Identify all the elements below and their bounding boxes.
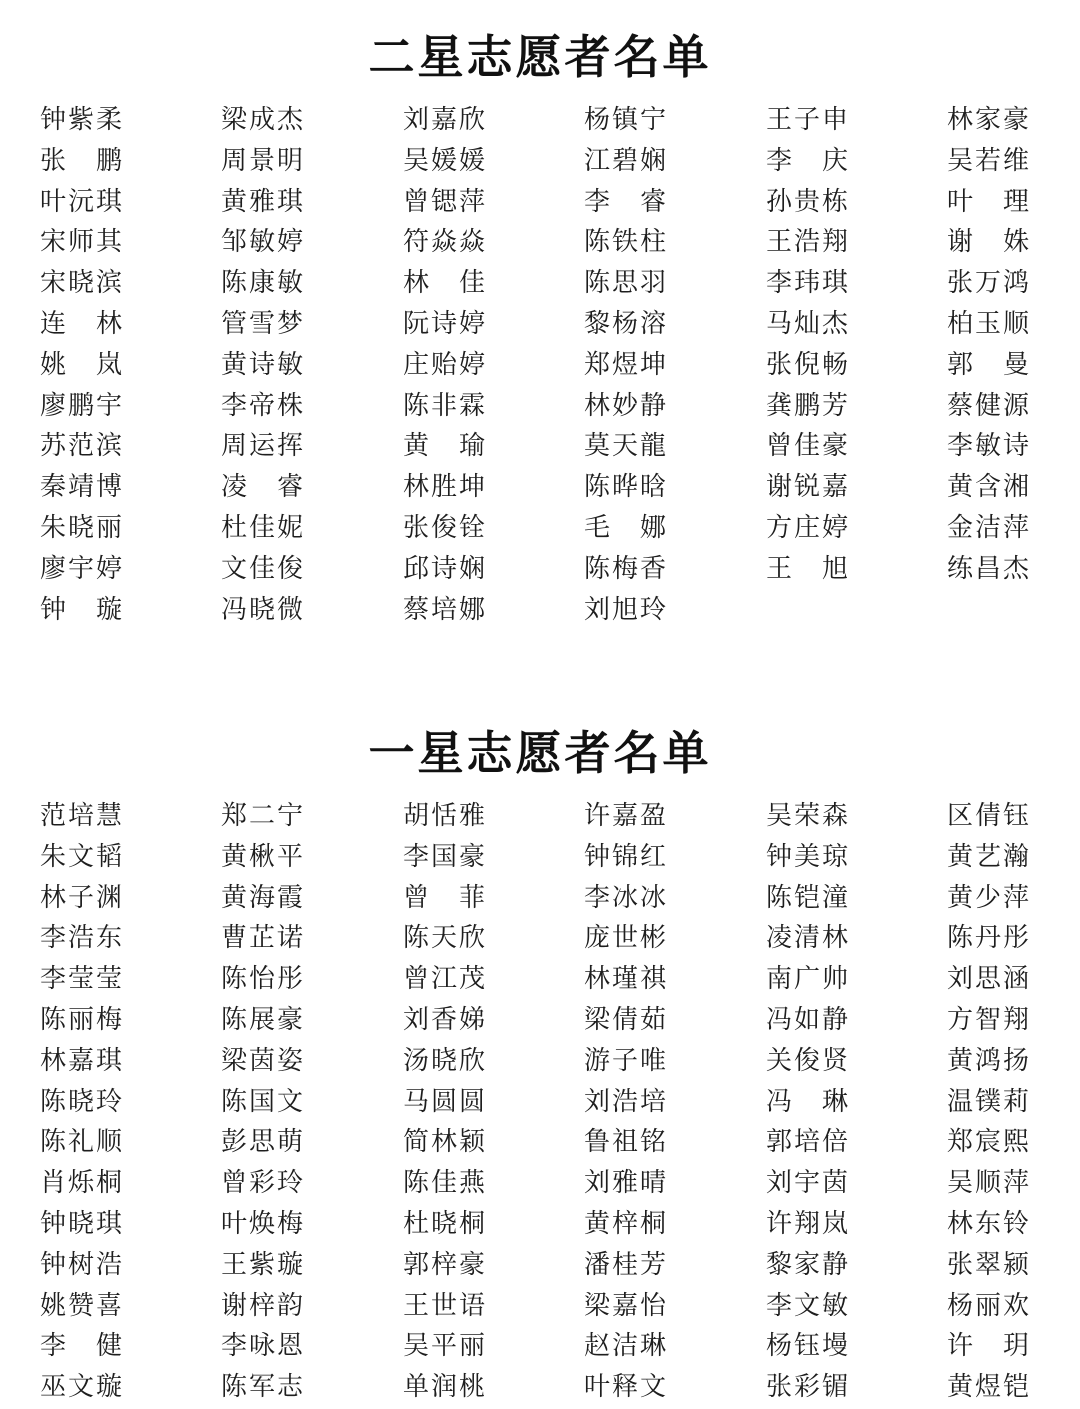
volunteer-name: 曾 彩 玲 xyxy=(221,1168,304,1199)
volunteer-name: 黄 雅 琪 xyxy=(221,186,304,217)
name-row xyxy=(0,1163,1080,1204)
volunteer-name: 朱 晓 丽 xyxy=(40,512,123,543)
volunteer-name: 赵 洁 琳 xyxy=(584,1331,667,1362)
volunteer-name: 汤 晓 欣 xyxy=(403,1045,486,1076)
volunteer-name: 简 林 颖 xyxy=(403,1127,486,1158)
volunteer-name: 梁 倩 茹 xyxy=(584,1004,667,1035)
volunteer-name: 王 子 申 xyxy=(766,105,849,135)
volunteer-name: 张 倪 畅 xyxy=(766,349,849,380)
volunteer-name: 范 培 慧 xyxy=(40,801,123,831)
volunteer-name: 陈 铁 柱 xyxy=(584,227,667,258)
name-row xyxy=(0,878,1080,919)
volunteer-name: 李 咏 恩 xyxy=(221,1331,304,1362)
name-row xyxy=(0,386,1080,427)
volunteer-name: 杨 钰 墁 xyxy=(766,1331,849,1362)
volunteer-name: 吴 媛 媛 xyxy=(403,145,486,176)
volunteer-name: 孙 贵 栋 xyxy=(766,186,849,217)
volunteer-name: 姚 赞 喜 xyxy=(40,1290,123,1321)
name-row xyxy=(0,222,1080,263)
volunteer-name: 黄 梓 桐 xyxy=(584,1208,667,1239)
volunteer-name: 王 世 语 xyxy=(403,1290,486,1321)
volunteer-name: 李 文 敏 xyxy=(766,1290,849,1321)
volunteer-name: 李 莹 莹 xyxy=(40,964,123,995)
volunteer-name: 陈 晓 玲 xyxy=(40,1086,123,1117)
volunteer-name: 刘 旭 玲 xyxy=(584,594,667,625)
volunteer-name: 巫 文 璇 xyxy=(40,1372,123,1403)
volunteer-name: 庄 贻 婷 xyxy=(403,349,486,380)
two-star-title: 二星志愿者名单 xyxy=(368,30,712,84)
volunteer-name: 刘 香 娣 xyxy=(403,1004,486,1035)
volunteer-name: 叶 释 文 xyxy=(584,1372,667,1403)
volunteer-name: 陈 礼 顺 xyxy=(40,1127,123,1158)
volunteer-name: 曾 菲 xyxy=(403,882,486,913)
volunteer-name: 林 家 豪 xyxy=(947,105,1030,135)
volunteer-name: 周 运 挥 xyxy=(221,431,304,462)
volunteer-name: 郭 培 倍 xyxy=(766,1127,849,1158)
volunteer-name: 黄 煜 铠 xyxy=(947,1372,1030,1403)
name-row xyxy=(0,182,1080,223)
volunteer-name: 钟 璇 xyxy=(40,594,123,625)
volunteer-name: 曾 江 茂 xyxy=(403,964,486,995)
volunteer-name: 蔡 健 源 xyxy=(947,390,1030,421)
volunteer-name: 杨 镇 宁 xyxy=(584,105,667,135)
volunteer-name: 黄 海 霞 xyxy=(221,882,304,913)
name-row xyxy=(0,467,1080,508)
volunteer-name: 郑 宸 熙 xyxy=(947,1127,1030,1158)
volunteer-name: 陈 晔 晗 xyxy=(584,472,667,503)
volunteer-name: 陈 梅 香 xyxy=(584,553,667,584)
volunteer-name: 李 冰 冰 xyxy=(584,882,667,913)
volunteer-name: 梁 成 杰 xyxy=(221,105,304,135)
volunteer-name: 陈 思 羽 xyxy=(584,268,667,299)
volunteer-name: 黄 含 湘 xyxy=(947,472,1030,503)
volunteer-name: 王 紫 璇 xyxy=(221,1249,304,1280)
volunteer-name: 吴 若 维 xyxy=(947,145,1030,176)
volunteer-name: 黄 少 萍 xyxy=(947,882,1030,913)
volunteer-name: 宋 师 其 xyxy=(40,227,123,258)
volunteer-name: 刘 雅 晴 xyxy=(584,1168,667,1199)
name-row xyxy=(0,549,1080,590)
name-row xyxy=(0,590,1080,631)
volunteer-name: 苏 范 滨 xyxy=(40,431,123,462)
name-row xyxy=(0,1286,1080,1327)
volunteer-name: 符 焱 焱 xyxy=(403,227,486,258)
volunteer-name: 方 庄 婷 xyxy=(766,512,849,543)
volunteer-name: 陈 佳 燕 xyxy=(403,1168,486,1199)
volunteer-name: 肖 烁 桐 xyxy=(40,1168,123,1199)
volunteer-name: 钟 美 琼 xyxy=(766,841,849,872)
volunteer-name: 庞 世 彬 xyxy=(584,923,667,954)
volunteer-name: 周 景 明 xyxy=(221,145,304,176)
volunteer-name: 黄 艺 瀚 xyxy=(947,841,1030,872)
volunteer-name: 冯 琳 xyxy=(766,1086,849,1117)
volunteer-name: 杜 晓 桐 xyxy=(403,1208,486,1239)
name-row xyxy=(0,345,1080,386)
volunteer-name: 张 翠 颍 xyxy=(947,1249,1030,1280)
volunteer-name: 林 嘉 琪 xyxy=(40,1045,123,1076)
volunteer-name: 廖 宇 婷 xyxy=(40,553,123,584)
volunteer-name: 林 佳 xyxy=(403,268,486,299)
volunteer-name: 刘 嘉 欣 xyxy=(403,105,486,135)
volunteer-name: 柏 玉 顺 xyxy=(947,308,1030,339)
volunteer-name: 陈 展 豪 xyxy=(221,1004,304,1035)
volunteer-name: 区 倩 钰 xyxy=(947,801,1030,831)
volunteer-name: 李 玮 琪 xyxy=(766,268,849,299)
volunteer-name: 蔡 培 娜 xyxy=(403,594,486,625)
two-star-section xyxy=(0,26,1080,630)
volunteer-name: 黄 诗 敏 xyxy=(221,349,304,380)
name-row xyxy=(0,1041,1080,1082)
volunteer-name: 冯 晓 微 xyxy=(221,594,304,625)
volunteer-name: 陈 丹 彤 xyxy=(947,923,1030,954)
volunteer-name: 曹 芷 诺 xyxy=(221,923,304,954)
volunteer-name: 彭 思 萌 xyxy=(221,1127,304,1158)
two-star-name-grid xyxy=(0,100,1080,630)
volunteer-name: 林 子 渊 xyxy=(40,882,123,913)
volunteer-name: 钟 晓 琪 xyxy=(40,1208,123,1239)
volunteer-name: 陈 怡 彤 xyxy=(221,964,304,995)
volunteer-name: 李 浩 东 xyxy=(40,923,123,954)
volunteer-name: 管 雪 梦 xyxy=(221,308,304,339)
volunteer-name: 郑 煜 坤 xyxy=(584,349,667,380)
volunteer-name: 林 胜 坤 xyxy=(403,472,486,503)
name-row xyxy=(0,837,1080,878)
volunteer-name: 林 东 铃 xyxy=(947,1208,1030,1239)
volunteer-name: 连 林 xyxy=(40,308,123,339)
volunteer-name: 杜 佳 妮 xyxy=(221,512,304,543)
name-row xyxy=(0,426,1080,467)
volunteer-name: 曾 佳 豪 xyxy=(766,431,849,462)
volunteer-name: 黄 鸿 扬 xyxy=(947,1045,1030,1076)
volunteer-name: 钟 树 浩 xyxy=(40,1249,123,1280)
volunteer-name: 关 俊 贤 xyxy=(766,1045,849,1076)
volunteer-name: 廖 鹏 宇 xyxy=(40,390,123,421)
volunteer-name: 张 鹏 xyxy=(40,145,123,176)
volunteer-name: 王 旭 xyxy=(766,553,849,584)
volunteer-name: 刘 思 涵 xyxy=(947,964,1030,995)
volunteer-name: 陈 天 欣 xyxy=(403,923,486,954)
one-star-title: 一星志愿者名单 xyxy=(368,726,712,780)
volunteer-name: 方 智 翔 xyxy=(947,1004,1030,1035)
volunteer-name: 陈 丽 梅 xyxy=(40,1004,123,1035)
volunteer-name: 钟 锦 红 xyxy=(584,841,667,872)
volunteer-name: 梁 茵 姿 xyxy=(221,1045,304,1076)
volunteer-name: 马 灿 杰 xyxy=(766,308,849,339)
name-row xyxy=(0,1367,1080,1408)
volunteer-name: 张 彩 镅 xyxy=(766,1372,849,1403)
volunteer-name: 凌 睿 xyxy=(221,472,304,503)
volunteer-name: 陈 非 霖 xyxy=(403,390,486,421)
name-row xyxy=(0,1000,1080,1041)
name-row xyxy=(0,100,1080,141)
volunteer-name: 李 敏 诗 xyxy=(947,431,1030,462)
volunteer-name: 吴 荣 森 xyxy=(766,801,849,831)
volunteer-name: 马 圆 圆 xyxy=(403,1086,486,1117)
volunteer-name: 叶 理 xyxy=(947,186,1030,217)
name-row xyxy=(0,263,1080,304)
volunteer-name: 练 昌 杰 xyxy=(947,553,1030,584)
volunteer-name: 毛 娜 xyxy=(584,512,667,543)
name-row xyxy=(0,1245,1080,1286)
volunteer-name: 南 广 帅 xyxy=(766,964,849,995)
volunteer-name: 许 玥 xyxy=(947,1331,1030,1362)
one-star-name-grid xyxy=(0,796,1080,1408)
volunteer-name: 阮 诗 婷 xyxy=(403,308,486,339)
volunteer-name: 刘 浩 培 xyxy=(584,1086,667,1117)
volunteer-name: 谢 锐 嘉 xyxy=(766,472,849,503)
volunteer-name: 姚 岚 xyxy=(40,349,123,380)
volunteer-name: 黎 家 静 xyxy=(766,1249,849,1280)
volunteer-name: 林 妙 静 xyxy=(584,390,667,421)
volunteer-name: 凌 清 林 xyxy=(766,923,849,954)
volunteer-name: 龚 鹏 芳 xyxy=(766,390,849,421)
name-row xyxy=(0,1122,1080,1163)
volunteer-name: 谢 梓 韵 xyxy=(221,1290,304,1321)
name-row xyxy=(0,918,1080,959)
volunteer-name: 游 子 唯 xyxy=(584,1045,667,1076)
volunteer-name: 李 国 豪 xyxy=(403,841,486,872)
volunteer-name: 刘 宇 茵 xyxy=(766,1168,849,1199)
volunteer-name: 陈 康 敏 xyxy=(221,268,304,299)
name-row xyxy=(0,796,1080,837)
volunteer-name: 郭 梓 豪 xyxy=(403,1249,486,1280)
volunteer-name: 杨 丽 欢 xyxy=(947,1290,1030,1321)
volunteer-name: 陈 军 志 xyxy=(221,1372,304,1403)
volunteer-name: 张 俊 铨 xyxy=(403,512,486,543)
volunteer-name: 黎 杨 溶 xyxy=(584,308,667,339)
volunteer-name: 邱 诗 娴 xyxy=(403,553,486,584)
volunteer-name: 宋 晓 滨 xyxy=(40,268,123,299)
volunteer-name: 吴 顺 萍 xyxy=(947,1168,1030,1199)
volunteer-name: 郭 曼 xyxy=(947,349,1030,380)
volunteer-name: 梁 嘉 怡 xyxy=(584,1290,667,1321)
volunteer-name: 江 碧 娴 xyxy=(584,145,667,176)
volunteer-name: 冯 如 静 xyxy=(766,1004,849,1035)
volunteer-name: 叶 焕 梅 xyxy=(221,1208,304,1239)
name-row xyxy=(0,508,1080,549)
volunteer-name: 许 翔 岚 xyxy=(766,1208,849,1239)
volunteer-name: 陈 铠 潼 xyxy=(766,882,849,913)
volunteer-name: 谢 姝 xyxy=(947,227,1030,258)
volunteer-name: 黄 楸 平 xyxy=(221,841,304,872)
volunteer-name: 钟 紫 柔 xyxy=(40,105,123,135)
volunteer-name: 李 睿 xyxy=(584,186,667,217)
name-row xyxy=(0,1204,1080,1245)
name-row xyxy=(0,141,1080,182)
volunteer-name: 温 镤 莉 xyxy=(947,1086,1030,1117)
volunteer-name: 潘 桂 芳 xyxy=(584,1249,667,1280)
name-row xyxy=(0,1082,1080,1123)
volunteer-name: 李 庆 xyxy=(766,145,849,176)
volunteer-name: 许 嘉 盈 xyxy=(584,801,667,831)
name-row xyxy=(0,1326,1080,1367)
volunteer-name: 黄 瑜 xyxy=(403,431,486,462)
one-star-section xyxy=(0,722,1080,1408)
volunteer-name: 陈 国 文 xyxy=(221,1086,304,1117)
volunteer-name: 邹 敏 婷 xyxy=(221,227,304,258)
volunteer-name: 金 洁 萍 xyxy=(947,512,1030,543)
volunteer-name: 秦 靖 博 xyxy=(40,472,123,503)
volunteer-name: 曾 锶 萍 xyxy=(403,186,486,217)
volunteer-name: 李 健 xyxy=(40,1331,123,1362)
volunteer-name: 文 佳 俊 xyxy=(221,553,304,584)
volunteer-name: 单 润 桃 xyxy=(403,1372,486,1403)
volunteer-name: 李 帝 株 xyxy=(221,390,304,421)
volunteer-name: 林 瑾 祺 xyxy=(584,964,667,995)
name-row xyxy=(0,959,1080,1000)
volunteer-name: 王 浩 翔 xyxy=(766,227,849,258)
volunteer-name: 吴 平 丽 xyxy=(403,1331,486,1362)
volunteer-name: 郑 二 宁 xyxy=(221,801,304,831)
volunteer-name: 鲁 祖 铭 xyxy=(584,1127,667,1158)
name-row xyxy=(0,304,1080,345)
volunteer-name: 张 万 鸿 xyxy=(947,268,1030,299)
volunteer-name: 朱 文 韬 xyxy=(40,841,123,872)
volunteer-name: 叶 沅 琪 xyxy=(40,186,123,217)
volunteer-name: 胡 恬 雅 xyxy=(403,801,486,831)
volunteer-name: 莫 天 龍 xyxy=(584,431,667,462)
